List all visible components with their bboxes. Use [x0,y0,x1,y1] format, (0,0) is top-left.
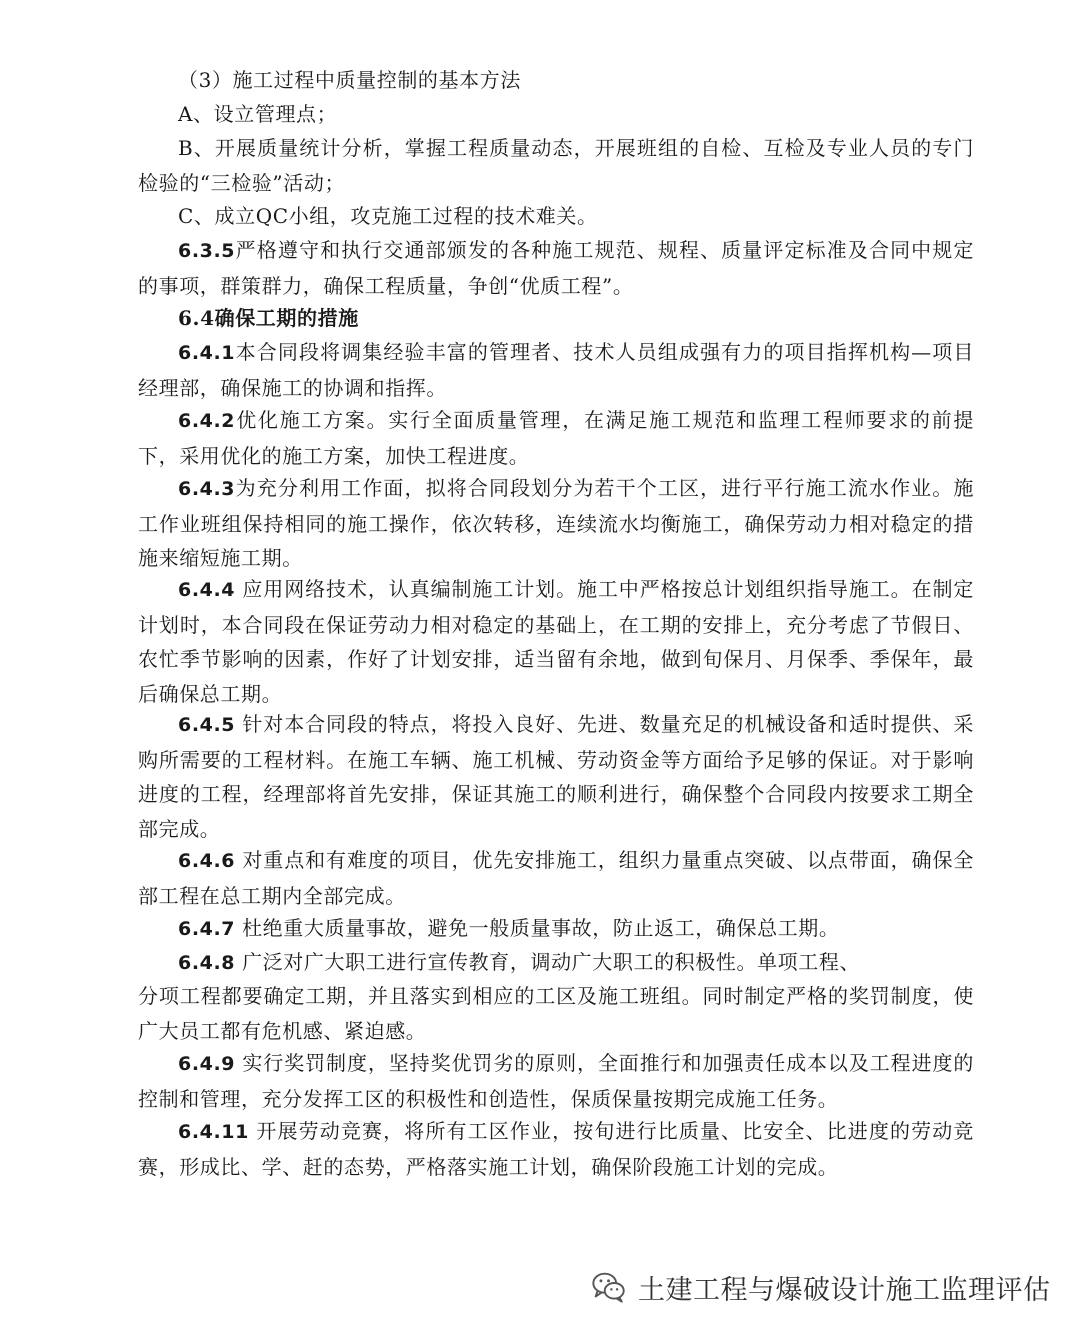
paragraph-6-4-1 [138,335,974,405]
section-heading-6-4 [138,301,974,336]
clause-number: 6.4.8 [178,952,236,974]
wechat-icon [590,1268,628,1306]
paragraph-c [138,199,974,234]
paragraph-c-text: C、成立QC小组，攻克施工过程的技术难关。 [178,204,598,228]
clause-text: 广泛对广大职工进行宣传教育，调动广大职工的积极性。单项工程、 [242,950,861,974]
subsection-title [138,63,974,98]
paragraph-b-text: B、开展质量统计分析，掌握工程质量动态，开展班组的自检、互检及专业人员的专门检验的“三检验”活动； [138,136,974,195]
clause-number: 6.4.5 [178,714,236,736]
clause-number: 6.4.11 [178,1121,249,1143]
watermark-text: 土建工程与爆破设计施工监理评估 [638,1274,1051,1306]
clause-text: 为充分利用工作面，拟将合同段划分为若干个工区，进行平行施工流水作业。施工作业班组保持相同的施工操作，依次转移，连续流水均衡施工，确保劳动力相对稳定的措施来缩短施工期。 [138,476,974,570]
paragraph-a [138,97,974,132]
paragraph-a-text: A、设立管理点； [178,102,338,126]
paragraph-6-4-7 [138,911,974,947]
clause-text: 优化施工方案。实行全面质量管理，在满足施工规范和监理工程师要求的前提下，采用优化的施工方案，加快工程进度。 [138,408,974,468]
clause-number: 6.3.5 [178,240,236,262]
subsection-title-text: （3）施工过程中质量控制的基本方法 [178,68,521,92]
clause-number: 6.4.4 [178,579,236,601]
clause-text: 实行奖罚制度，坚持奖优罚劣的原则，全面推行和加强责任成本以及工程进度的控制和管理，充分发挥工区的积极性和创造性，保质保量按期完成施工任务。 [138,1051,974,1111]
section-heading-text: 6.4确保工期的措施 [178,306,359,330]
paragraph-6-4-2 [138,403,974,473]
clause-text: 应用网络技术，认真编制施工计划。施工中严格按总计划组织指导施工。在制定计划时，本合同段在保证劳动力相对稳定的基础上，在工期的安排上，充分考虑了节假日、农忙季节影响的因素，作好了计划安排，适当留有余地，做到旬保月、月保季、季保年，最后确保总工期。 [138,577,974,706]
clause-text: 对重点和有难度的项目，优先安排施工，组织力量重点突破、以点带面，确保全部工程在总工期内全部完成。 [138,848,974,908]
clause-text: 本合同段将调集经验丰富的管理者、技术人员组成强有力的项目指挥机构—项目经理部，确保施工的协调和指挥。 [138,340,974,400]
paragraph-6-4-5 [138,707,974,846]
paragraph-6-4-6 [138,843,974,913]
clause-text: 针对本合同段的特点，将投入良好、先进、数量充足的机械设备和适时提供、采购所需要的工程材料。在施工车辆、施工机械、劳动资金等方面给予足够的保证。对于影响进度的工程，经理部将首先安排，保证其施工的顺利进行，确保整个合同段内按要求工期全部完成。 [138,712,974,841]
clause-text: 严格遵守和执行交通部颁发的各种施工规范、规程、质量评定标准及合同中规定的事项，群策群力，确保工程质量，争创“优质工程”。 [138,238,974,298]
clause-number: 6.4.1 [178,342,236,364]
paragraph-6-4-9 [138,1046,974,1116]
paragraph-b [138,131,974,200]
clause-number: 6.4.3 [178,478,236,500]
clause-number: 6.4.2 [178,410,236,432]
paragraph-6-3-5 [138,233,974,303]
clause-number: 6.4.7 [178,918,236,940]
clause-text: 分项工程都要确定工期，并且落实到相应的工区及施工班组。同时制定严格的奖罚制度，使广大员工都有危机感、紧迫感。 [138,984,974,1043]
paragraph-6-4-11 [138,1114,974,1184]
paragraph-6-4-3 [138,471,974,576]
clause-number: 6.4.6 [178,850,236,872]
clause-number: 6.4.9 [178,1053,236,1075]
paragraph-6-4-4 [138,572,974,711]
clause-text: 开展劳动竞赛，将所有工区作业，按旬进行比质量、比安全、比进度的劳动竞赛，形成比、学、赶的态势，严格落实施工计划，确保阶段施工计划的完成。 [138,1119,974,1179]
paragraph-6-4-8-continued [138,979,974,1048]
paragraph-6-4-8-first [138,945,974,981]
watermark [590,1262,1051,1312]
clause-text: 杜绝重大质量事故，避免一般质量事故，防止返工，确保总工期。 [242,916,840,940]
